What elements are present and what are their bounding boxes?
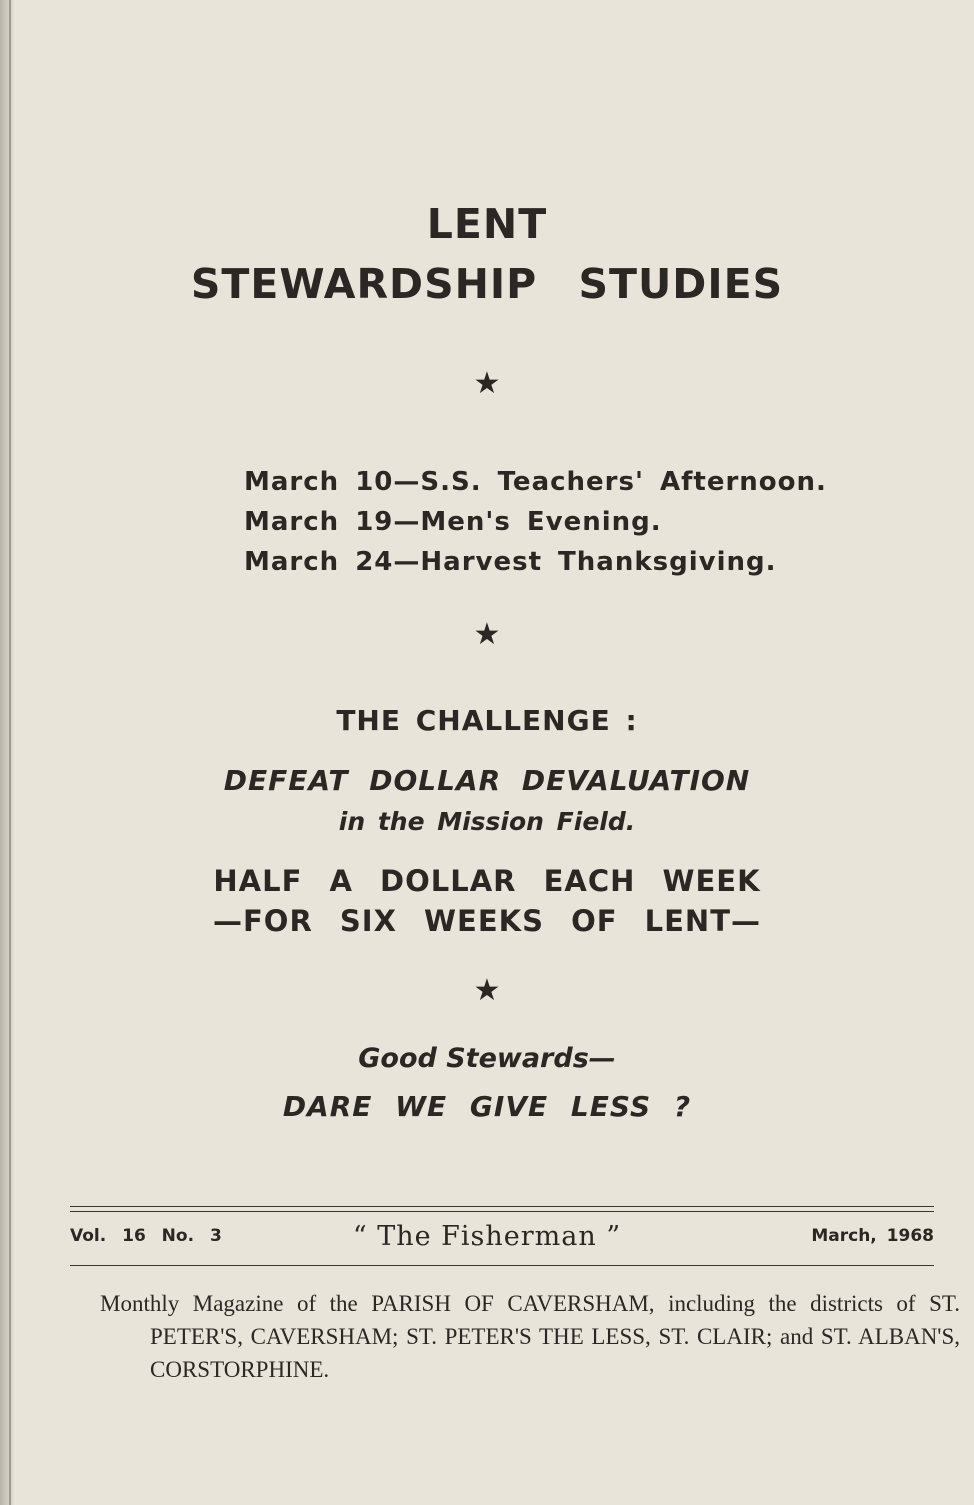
- footer-rule-top: [70, 1206, 934, 1207]
- challenge-line-4: —FOR SIX WEEKS OF LENT—: [213, 904, 761, 938]
- heading-line-2: STEWARDSHIP STUDIES: [190, 260, 784, 308]
- issue-date: March, 1968: [811, 1226, 934, 1246]
- challenge-line-1: DEFEAT DOLLAR DEVALUATION: [223, 764, 751, 797]
- footer-rule-bottom: [70, 1265, 934, 1266]
- challenge-title: THE CHALLENGE :: [336, 704, 638, 737]
- magazine-description: Monthly Magazine of the PARISH OF CAVERSHAM, including the districts of ST. PETER'S, CAVERSHAM; ST. PETER'S THE LESS, ST. CLAIR; and ST. ALBAN'S, CORSTORPHINE.: [100, 1291, 960, 1382]
- star-icon: ★: [473, 366, 501, 401]
- closing-line-1: Good Stewards—: [358, 1043, 616, 1074]
- schedule-item: March 10—S.S. Teachers' Afternoon.: [244, 467, 827, 497]
- star-icon: ★: [473, 973, 501, 1008]
- heading-line-1: LENT: [426, 200, 548, 248]
- footer-rule-top-inner: [70, 1211, 934, 1212]
- closing-line-2: DARE WE GIVE LESS ?: [282, 1090, 692, 1123]
- volume-number: Vol. 16 No. 3: [70, 1226, 222, 1246]
- schedule-item: March 24—Harvest Thanksgiving.: [244, 547, 777, 577]
- schedule-item: March 19—Men's Evening.: [244, 507, 662, 537]
- challenge-line-3: HALF A DOLLAR EACH WEEK: [213, 864, 761, 898]
- star-icon: ★: [473, 617, 501, 652]
- challenge-line-2: in the Mission Field.: [338, 807, 636, 836]
- schedule-list: [244, 462, 827, 582]
- magazine-title: “ The Fisherman ”: [352, 1221, 622, 1252]
